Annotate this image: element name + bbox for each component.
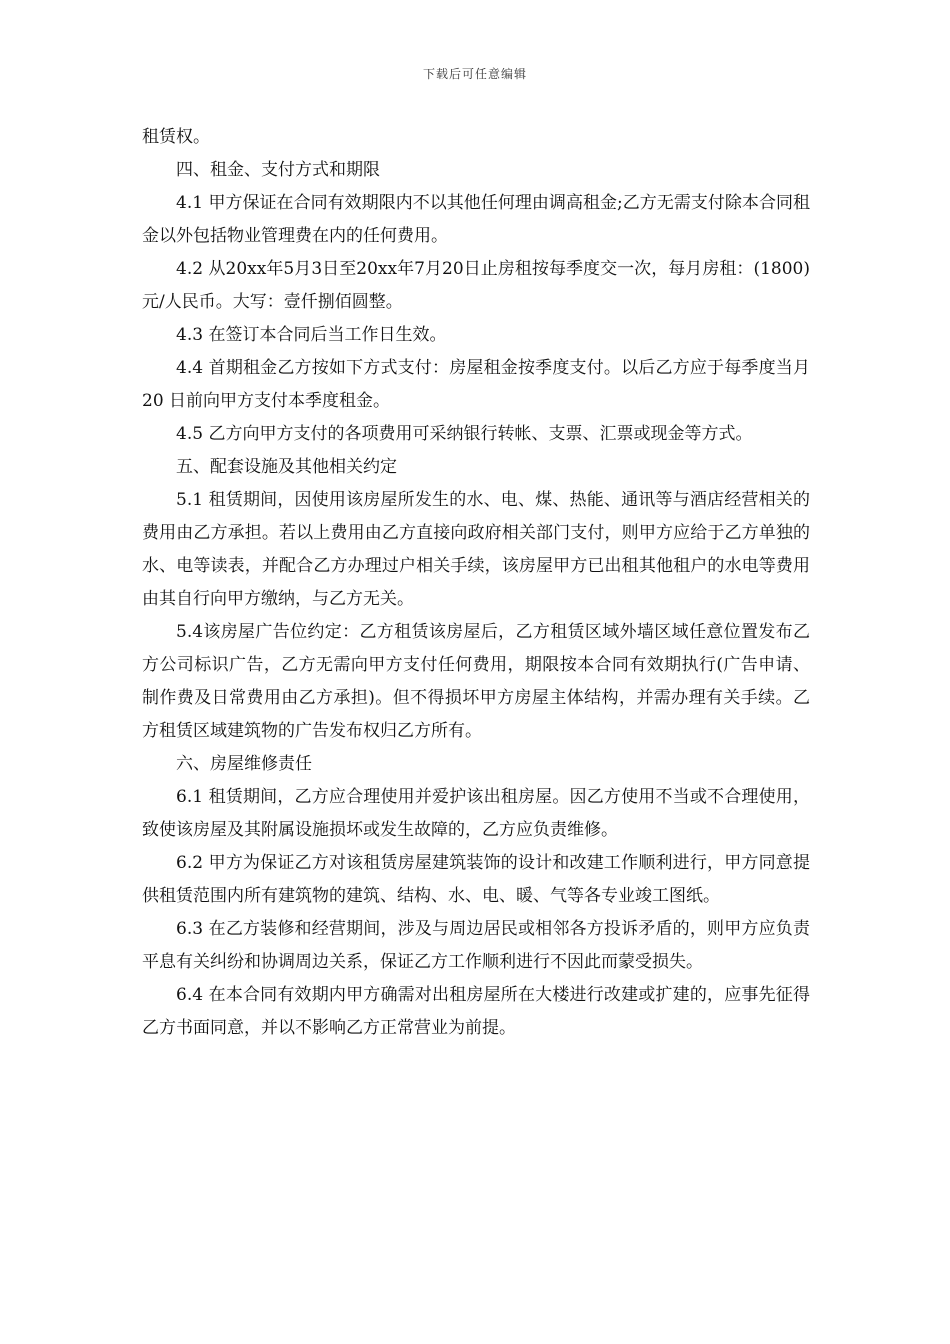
- clause-4-5: 4.5 乙方向甲方支付的各项费用可采纳银行转帐、支票、汇票或现金等方式。: [176, 424, 753, 444]
- clause-6-4: 6.4 在本合同有效期内甲方确需对出租房屋所在大楼进行改建或扩建的，应事先征得乙方书面同意，并以不影响乙方正常营业为前提。: [142, 985, 810, 1038]
- clause-4-3: 4.3 在签订本合同后当工作日生效。: [176, 325, 447, 345]
- section-heading-maintenance: 六、房屋维修责任: [176, 754, 312, 774]
- document-body: [142, 121, 810, 1045]
- clause-6-1: 6.1 租赁期间，乙方应合理使用并爱护该出租房屋。因乙方使用不当或不合理使用，致使该房屋及其附属设施损坏或发生故障的，乙方应负责维修。: [142, 787, 810, 840]
- clause-4-4: 4.4 首期租金乙方按如下方式支付：房屋租金按季度支付。以后乙方应于每季度当月 20 日前向甲方支付本季度租金。: [142, 358, 810, 411]
- clause-4-1: 4.1 甲方保证在合同有效期限内不以其他任何理由调高租金;乙方无需支付除本合同租金以外包括物业管理费在内的任何费用。: [142, 193, 810, 246]
- paragraph: 租赁权。: [142, 127, 210, 147]
- section-heading-facilities: 五、配套设施及其他相关约定: [176, 457, 397, 477]
- section-heading-rent: 四、租金、支付方式和期限: [176, 160, 380, 180]
- clause-6-2: 6.2 甲方为保证乙方对该租赁房屋建筑装饰的设计和改建工作顺利进行，甲方同意提供租赁范围内所有建筑物的建筑、结构、水、电、暖、气等各专业竣工图纸。: [142, 853, 810, 906]
- clause-6-3: 6.3 在乙方装修和经营期间，涉及与周边居民或相邻各方投诉矛盾的，则甲方应负责平息有关纠纷和协调周边关系，保证乙方工作顺利进行不因此而蒙受损失。: [142, 919, 810, 972]
- clause-4-2: 4.2 从20xx年5月3日至20xx年7月20日止房租按每季度交一次，每月房租：(1800)元/人民币。大写：壹仟捌佰圆整。: [142, 259, 810, 312]
- clause-5-1: 5.1 租赁期间，因使用该房屋所发生的水、电、煤、热能、通讯等与酒店经营相关的费用由乙方承担。若以上费用由乙方直接向政府相关部门支付，则甲方应给于乙方单独的水、电等读表，并配合乙方办理过户相关手续，该房屋甲方已出租其他租户的水电等费用由其自行向甲方缴纳，与乙方无关。: [142, 490, 810, 609]
- clause-5-4: 5.4该房屋广告位约定：乙方租赁该房屋后，乙方租赁区域外墙区域任意位置发布乙方公司标识广告，乙方无需向甲方支付任何费用，期限按本合同有效期执行(广告申请、制作费及日常费用由乙方承担)。但不得损坏甲方房屋主体结构，并需办理有关手续。乙方租赁区域建筑物的广告发布权归乙方所有。: [142, 622, 810, 741]
- page-header-note: 下载后可任意编辑: [422, 67, 527, 81]
